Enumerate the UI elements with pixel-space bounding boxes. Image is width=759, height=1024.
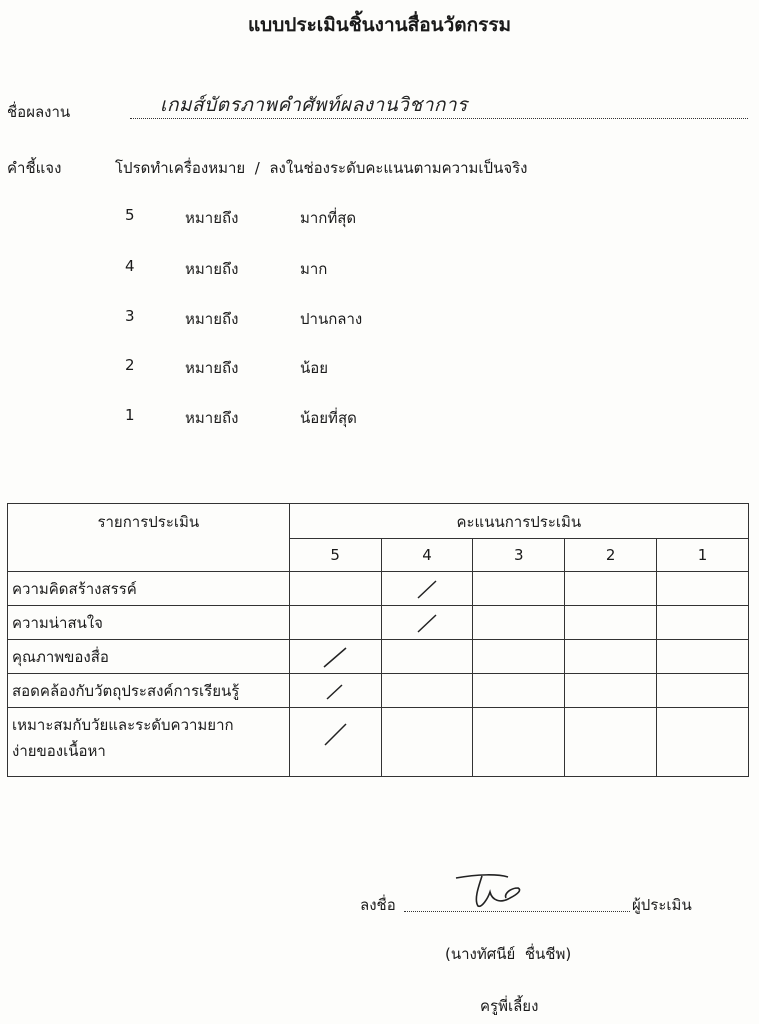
table-row [8, 640, 749, 674]
check-slash-icon [414, 611, 440, 635]
criterion-line: ง่ายของเนื้อหา [12, 742, 106, 760]
score-cell[interactable] [657, 674, 749, 708]
score-cell[interactable] [473, 674, 565, 708]
scale-score: 1 [125, 406, 135, 424]
score-cell[interactable] [657, 572, 749, 606]
score-cell[interactable] [657, 640, 749, 674]
table-row [8, 606, 749, 640]
score-column-1: 1 [657, 539, 749, 572]
criteria-header: รายการประเมิน [8, 504, 290, 572]
score-cell[interactable] [289, 606, 381, 640]
work-name-handwritten: เกมส์บัตรภาพคำศัพท์ผลงานวิชาการ [160, 94, 468, 116]
check-slash-icon [320, 644, 350, 670]
score-cell[interactable] [657, 606, 749, 640]
score-cell-checked[interactable] [381, 606, 473, 640]
work-name-label: ชื่อผลงาน [7, 103, 71, 121]
sign-label: ลงชื่อ [360, 896, 396, 914]
scale-means: หมายถึง [185, 359, 239, 377]
scale-desc: มาก [300, 260, 328, 278]
check-slash-icon [414, 577, 440, 601]
scale-desc: มากที่สุด [300, 209, 357, 227]
score-cell[interactable] [657, 708, 749, 777]
score-header: คะแนนการประเมิน [289, 504, 748, 539]
score-cell[interactable] [473, 572, 565, 606]
score-cell[interactable] [565, 606, 657, 640]
score-column-3: 3 [473, 539, 565, 572]
instructions-label: คำชี้แจง [7, 159, 62, 177]
scale-score: 5 [125, 206, 135, 224]
criterion-label: คุณภาพของสื่อ [8, 640, 290, 674]
scale-desc: น้อย [300, 359, 329, 377]
scale-score: 3 [125, 307, 135, 325]
score-cell[interactable] [473, 606, 565, 640]
score-column-4: 4 [381, 539, 473, 572]
scale-means: หมายถึง [185, 310, 239, 328]
scale-score: 4 [125, 257, 135, 275]
criterion-label: สอดคล้องกับวัตถุประสงค์การเรียนรู้ [8, 674, 290, 708]
scale-desc: น้อยที่สุด [300, 409, 357, 427]
score-cell-checked[interactable] [289, 708, 381, 777]
criterion-label: ความคิดสร้างสรรค์ [8, 572, 290, 606]
score-cell[interactable] [473, 708, 565, 777]
criterion-label: ความน่าสนใจ [8, 606, 290, 640]
score-cell[interactable] [473, 640, 565, 674]
evaluator-position: ครูพี่เลี้ยง [480, 997, 539, 1015]
check-slash-icon [322, 680, 348, 702]
document-title: แบบประเมินชิ้นงานสื่อนวัตกรรม [247, 14, 512, 36]
table-row [8, 708, 749, 777]
score-cell[interactable] [289, 572, 381, 606]
evaluator-role: ผู้ประเมิน [632, 896, 692, 914]
score-column-5: 5 [289, 539, 381, 572]
check-slash-icon [320, 720, 350, 748]
score-cell[interactable] [381, 708, 473, 777]
score-cell-checked[interactable] [289, 674, 381, 708]
criterion-line: เหมาะสมกับวัยและระดับความยาก [12, 716, 234, 734]
evaluator-name: (นางทัศนีย์ ชื่นชีพ) [445, 945, 572, 963]
table-row [8, 572, 749, 606]
evaluation-table [7, 503, 749, 777]
scale-score: 2 [125, 356, 135, 374]
score-cell[interactable] [565, 674, 657, 708]
score-cell[interactable] [381, 674, 473, 708]
score-cell[interactable] [565, 708, 657, 777]
score-cell[interactable] [565, 572, 657, 606]
score-cell[interactable] [565, 640, 657, 674]
criterion-label [8, 708, 290, 777]
score-cell[interactable] [381, 640, 473, 674]
scale-means: หมายถึง [185, 209, 239, 227]
scale-means: หมายถึง [185, 260, 239, 278]
score-cell-checked[interactable] [289, 640, 381, 674]
scale-means: หมายถึง [185, 409, 239, 427]
handwritten-signature [448, 868, 528, 912]
score-column-2: 2 [565, 539, 657, 572]
scale-desc: ปานกลาง [300, 310, 363, 328]
table-row [8, 674, 749, 708]
score-cell-checked[interactable] [381, 572, 473, 606]
instructions-text: โปรดทำเครื่องหมาย / ลงในช่องระดับคะแนนตามความเป็นจริง [115, 159, 528, 177]
